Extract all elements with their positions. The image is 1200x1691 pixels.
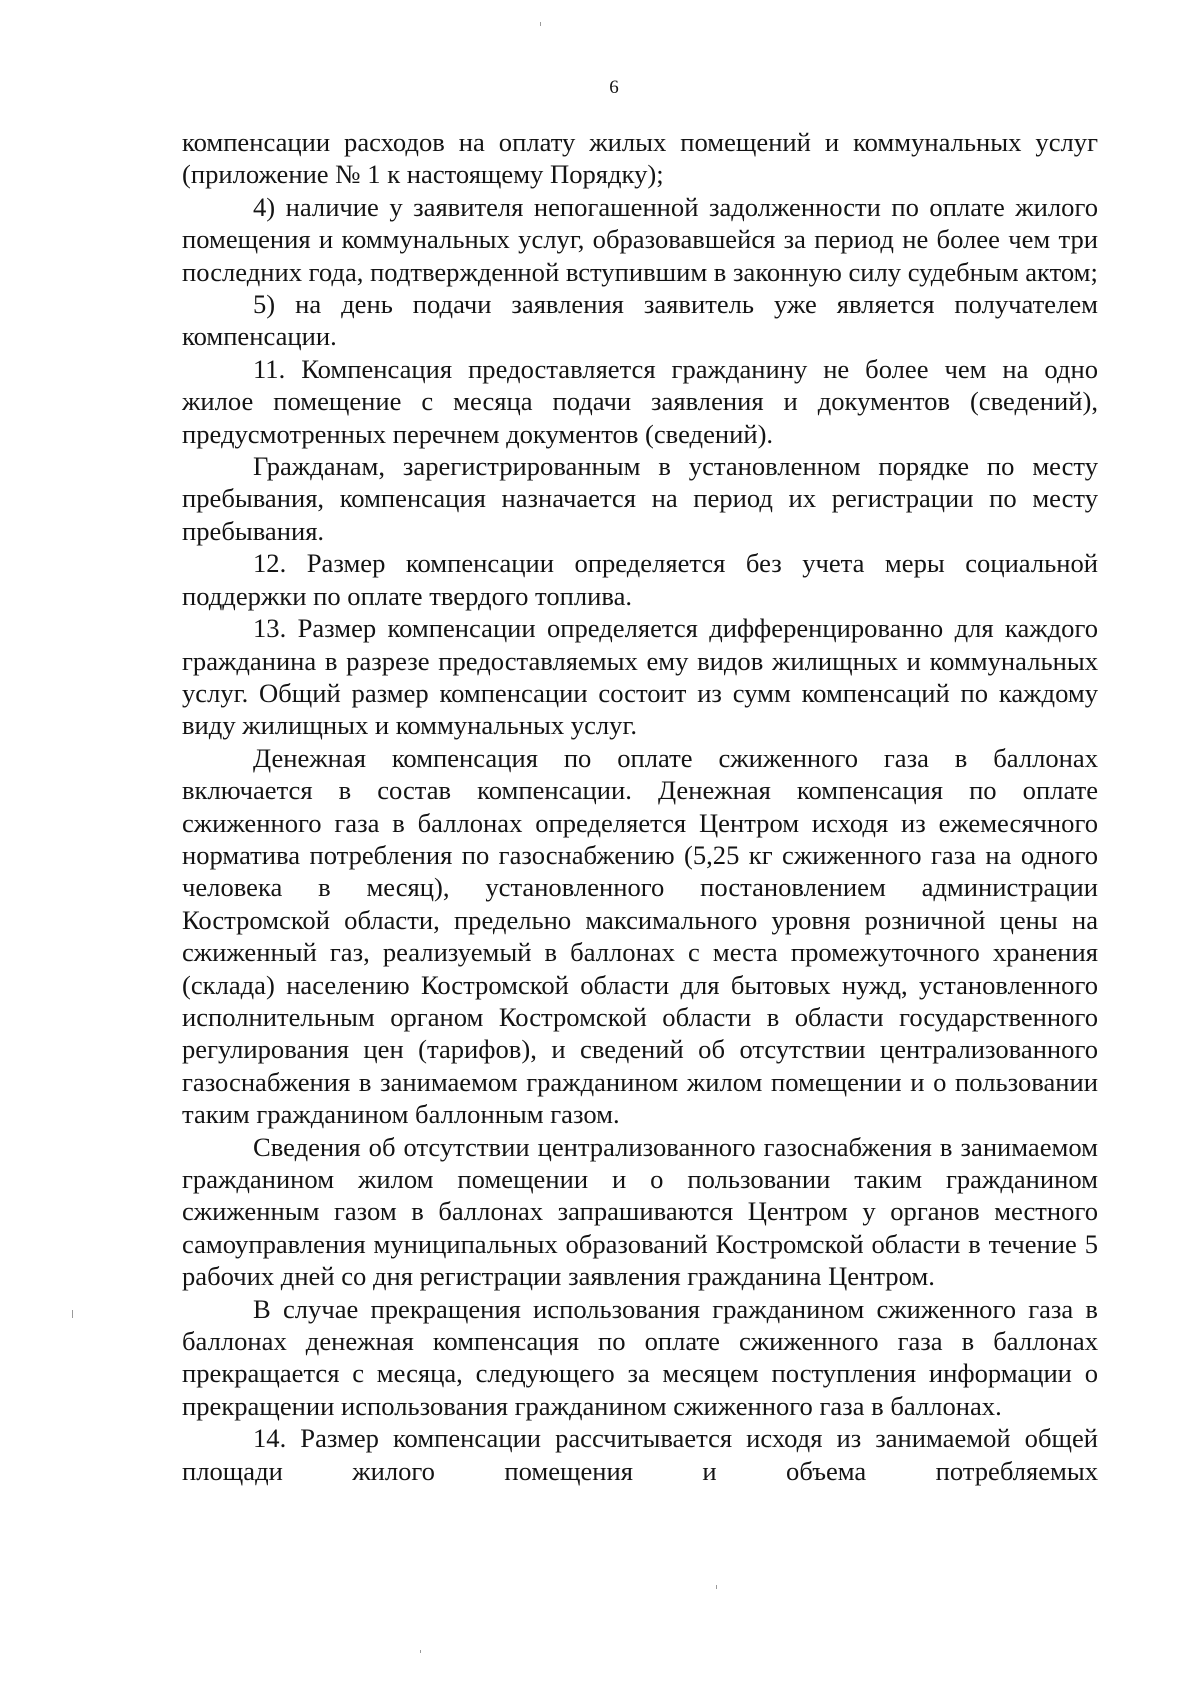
- paragraph: 13. Размер компенсации определяется дифференцированно для каждого гражданина в разрезе предоставляемых ему видов жилищных и коммунальных услуг. Общий размер компенсации состоит из сумм компенсаций по каждому виду жилищных и коммунальных услуг.: [182, 613, 1098, 741]
- paragraph: Гражданам, зарегистрированным в установленном порядке по месту пребывания, компенсация назначается на период их регистрации по месту пребывания.: [182, 451, 1098, 546]
- paragraph: 4) наличие у заявителя непогашенной задолженности по оплате жилого помещения и коммунальных услуг, образовавшейся за период не более чем три последних года, подтвержденной вступившим в законную силу судебным актом;: [182, 191, 1098, 287]
- paragraph: 11. Компенсация предоставляется гражданину не более чем на одно жилое помещение с месяца подачи заявления и документов (сведений), предусмотренных перечнем документов (сведений).: [182, 353, 1098, 449]
- scan-speck: [72, 1310, 73, 1318]
- scan-speck: [540, 22, 541, 26]
- page-number: 6: [609, 77, 619, 98]
- paragraph: 14. Размер компенсации рассчитывается исходя из занимаемой общей площади жилого помещения и объема потребляемых: [182, 1423, 1098, 1486]
- paragraph: 12. Размер компенсации определяется без учета меры социальной поддержки по оплате твердого топлива.: [182, 548, 1098, 611]
- paragraph: В случае прекращения использования гражданином сжиженного газа в баллонах денежная компенсация по оплате сжиженного газа в баллонах прекращается с месяца, следующего за месяцем поступления информации о прекращении использования гражданином сжиженного газа в баллонах.: [182, 1293, 1098, 1421]
- paragraph: Сведения об отсутствии централизованного газоснабжения в занимаемом гражданином жилом помещении и о пользовании таким гражданином сжиженным газом в баллонах запрашиваются Центром у органов местного самоуправления муниципальных образований Костромской области в течение 5 рабочих дней со дня регистрации заявления гражданина Центром.: [182, 1131, 1098, 1292]
- paragraph: Денежная компенсация по оплате сжиженного газа в баллонах включается в состав компенсации. Денежная компенсация по оплате сжиженного газа в баллонах определяется Центром исходя из ежемесячного норматива потребления по газоснабжению (5,25 кг сжиженного газа на одного человека в месяц), установленного постановлением администрации Костромской области, предельно максимального уровня розничной цены на сжиженный газ, реализуемый в баллонах с места промежуточного хранения (склада) населению Костромской области для бытовых нужд, установленного исполнительным органом Костромской области в области государственного регулирования цен (тарифов), и сведений об отсутствии централизованного газоснабжения в занимаемом гражданином жилом помещении и о пользовании таким гражданином баллонным газом.: [182, 742, 1098, 1130]
- paragraph: компенсации расходов на оплату жилых помещений и коммунальных услуг (приложение № 1 к настоящему Порядку);: [182, 127, 1098, 190]
- scan-speck: [420, 1650, 421, 1653]
- document-body: [182, 126, 1098, 1487]
- scan-speck: [716, 1585, 717, 1589]
- paragraph: 5) на день подачи заявления заявитель уже является получателем компенсации.: [182, 289, 1098, 352]
